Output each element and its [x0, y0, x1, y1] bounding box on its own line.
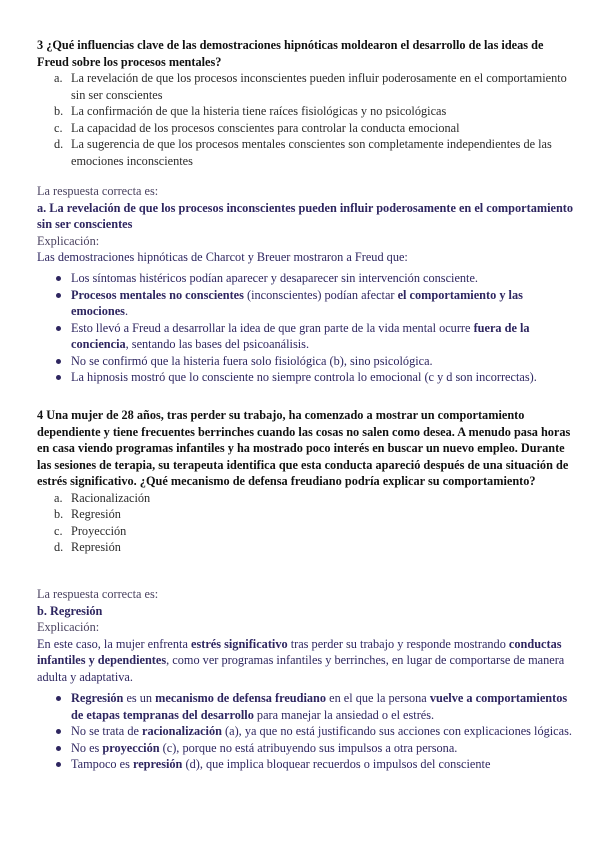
answer-4: [37, 586, 578, 685]
correct-answer: a. La revelación de que los procesos inconscientes pueden influir poderosamente en el comportamiento sin ser conscientes: [37, 200, 574, 231]
option-text: La capacidad de los procesos conscientes para controlar la conducta emocional: [71, 120, 460, 135]
correct-answer: b. Regresión: [37, 603, 103, 618]
bold-text: estrés significativo: [190, 636, 288, 651]
text-run: (c), porque no está atribuyendo sus impulsos a otra persona.: [159, 740, 458, 755]
option-letter: b.: [54, 507, 64, 521]
text-run: Esto llevó a Freud a desarrollar la idea de que gran parte de la vida mental ocurre: [71, 320, 474, 335]
explanation-intro: Las demostraciones hipnóticas de Charcot y Breuer mostraron a Freud que:: [37, 250, 408, 264]
text-run: en el que la persona: [326, 691, 430, 705]
text-run: para manejar la ansiedad o el estrés.: [253, 707, 435, 722]
option-item: [37, 70, 578, 103]
text-run: tras perder su trabajo y responde mostrando: [287, 636, 509, 651]
bold-text: proyección: [102, 740, 160, 755]
text-run: .: [124, 304, 129, 318]
text-run: Los síntomas histéricos podían aparecer y desaparecer sin intervención consciente.: [71, 271, 479, 285]
option-text: La revelación de que los procesos inconscientes pueden influir poderosamente en el comportamiento sin ser conscientes: [71, 71, 567, 102]
option-item: [37, 523, 578, 540]
option-item: [37, 539, 578, 556]
bold-text: fuera de la conciencia: [71, 320, 530, 351]
option-text: Regresión: [71, 507, 121, 521]
option-item: [37, 490, 578, 507]
text-run: No se confirmó que la histeria fuera solo fisiológica (b), sino psicológica.: [71, 353, 433, 368]
option-text: La sugerencia de que los procesos mentales conscientes son completamente independientes de las emociones inconscientes: [71, 137, 552, 168]
explanation-label: Explicación:: [37, 620, 100, 634]
text-run: (d), que implica bloquear recuerdos o impulsos del consciente: [182, 757, 491, 771]
option-text: Represión: [71, 540, 121, 554]
bold-text: el comportamiento y las emociones: [71, 287, 523, 318]
option-item: [37, 136, 578, 169]
bold-text: Regresión: [71, 691, 124, 705]
question-3-title: 3 ¿Qué influencias clave de las demostraciones hipnóticas moldearon el desarrollo de las ideas de Freud sobre los procesos mentales?: [37, 38, 544, 69]
bullet-item: [37, 690, 578, 723]
question-4-options: [37, 490, 578, 556]
text-run: , como ver programas infantiles y berrinches, en lugar de comportarse de manera adulta y adaptativa.: [37, 653, 565, 684]
option-letter: a.: [54, 71, 63, 85]
bullet-item: [37, 353, 578, 370]
option-letter: d.: [54, 137, 64, 151]
text-run: es un: [123, 691, 156, 705]
bold-text: conductas infantiles y dependientes: [37, 636, 562, 667]
bold-text: racionalización: [142, 724, 222, 738]
text-run: (a), ya que no está justificando sus acciones con explicaciones lógicas.: [221, 724, 572, 738]
bullet-item: [37, 369, 578, 386]
question-4: [37, 407, 578, 556]
explanation-4-bullets: [37, 690, 578, 773]
option-item: [37, 506, 578, 523]
bullet-item: [37, 320, 578, 353]
answer-label: La respuesta correcta es:: [37, 184, 159, 198]
bold-text: represión: [132, 757, 183, 771]
explanation-label: Explicación:: [37, 233, 100, 248]
bold-text: mecanismo de defensa freudiano: [155, 691, 327, 705]
option-text: La confirmación de que la histeria tiene raíces fisiológicas y no psicológicas: [71, 104, 447, 118]
bullet-item: [37, 740, 578, 757]
bullet-item: [37, 756, 578, 773]
bullet-item: [37, 287, 578, 320]
bold-text: vuelve a comportamientos de etapas tempranas del desarrollo: [71, 691, 568, 722]
bullet-item: [37, 270, 578, 287]
explanation-paragraph: [37, 636, 578, 686]
text-run: Tampoco es: [71, 757, 133, 771]
option-letter: c.: [54, 120, 63, 135]
text-run: No es: [71, 740, 103, 755]
option-letter: a.: [54, 490, 63, 505]
option-letter: b.: [54, 104, 64, 118]
question-4-title: 4 Una mujer de 28 años, tras perder su trabajo, ha comenzado a mostrar un comportamiento dependiente y tiene frecuentes berrinches cuando las cosas no salen como desea. A menudo pasa horas en casa viendo programas infantiles y ha mostrado poco interés en buscar un nuevo empleo. Durante las sesiones de terapia, su terapeuta identifica que esta conducta apareció después de una situación de estrés significativo. ¿Qué mecanismo de defensa freudiano podría explicar su comportamiento?: [37, 408, 571, 488]
text-run: (inconscientes) podían afectar: [243, 287, 398, 302]
text-run: En este caso, la mujer enfrenta: [37, 636, 191, 651]
question-3-options: [37, 70, 578, 169]
text-run: La hipnosis mostró que lo consciente no siempre controla lo emocional (c y d son incorrectas).: [71, 370, 537, 384]
option-item: [37, 120, 578, 137]
bold-text: Procesos mentales no conscientes: [71, 287, 244, 302]
explanation-3-bullets: [37, 270, 578, 386]
text-run: , sentando las bases del psicoanálisis.: [125, 337, 310, 351]
option-letter: d.: [54, 540, 64, 554]
answer-3: [37, 183, 578, 266]
option-text: Racionalización: [71, 490, 151, 505]
question-3: [37, 37, 578, 169]
option-text: Proyección: [71, 523, 127, 538]
answer-label: La respuesta correcta es:: [37, 587, 159, 601]
option-item: [37, 103, 578, 120]
option-letter: c.: [54, 523, 63, 538]
text-run: No se trata de: [71, 724, 143, 738]
bullet-item: [37, 723, 578, 740]
